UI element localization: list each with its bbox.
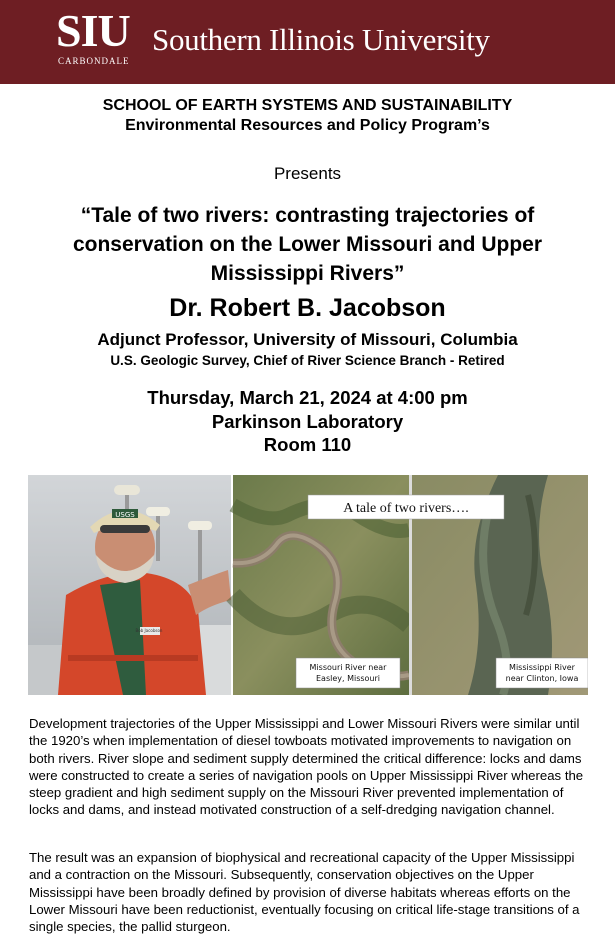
school-name: SCHOOL OF EARTH SYSTEMS AND SUSTAINABILITY <box>102 97 513 114</box>
speaker-name: Dr. Robert B. Jacobson <box>169 294 446 322</box>
presents-label: Presents <box>273 164 342 183</box>
speaker-affiliation-secondary: U.S. Geologic Survey, Chief of River Science Branch - Retired <box>110 353 505 368</box>
abstract-paragraph-2: The result was an expansion of biophysical and recreational capacity of the Upper Mississippi and a contraction on the Missouri. Subsequently, conservation objectives on the Upper Mississippi have been broadly defined by provision of diverse habitats whereas efforts on the Lower Missouri have been reductionist, eventually focusing on critical life-stage transitions of a single species, the pallid sturgeon. <box>29 850 580 935</box>
hat-logo: USGS <box>115 511 135 519</box>
talk-title: “Tale of two rivers: contrasting trajectories of conservation on the Lower Missouri and Upper Mississippi Rivers” <box>72 204 543 285</box>
speaker-photo <box>28 475 231 695</box>
speaker-affiliation-primary: Adjunct Professor, University of Missouri, Columbia <box>97 330 518 349</box>
speaker-and-rivers-figure <box>28 475 588 695</box>
event-datetime: Thursday, March 21, 2024 at 4:00 pm <box>147 387 468 408</box>
siu-logo-campus: CARBONDALE <box>58 56 130 66</box>
abstract-paragraph-1: Development trajectories of the Upper Mississippi and Lower Missouri Rivers were similar until the 1920’s when implementation of diesel towboats motivated improvements to navigation on both rivers. River slope and sediment supply determined the critical difference: locks and dams were constructed to create a series of navigation pools on Upper Mississippi River whereas the steep gradient and high sediment supply on the Missouri River prevented implementation of locks and dams, and instead motivated construction of a self-dredging navigation channel. <box>29 716 584 818</box>
name-badge: Bob Jacobson <box>135 628 163 633</box>
school-header <box>0 96 615 136</box>
event-room: Room 110 <box>263 434 352 455</box>
caption-mississippi-line1: Mississippi River <box>509 663 575 672</box>
university-banner <box>0 0 615 84</box>
event-building: Parkinson Laboratory <box>211 410 404 432</box>
university-name: Southern Illinois University <box>152 22 490 57</box>
caption-mississippi-line2: near Clinton, Iowa <box>505 674 579 683</box>
event-details <box>0 386 615 457</box>
caption-missouri-line1: Missouri River near <box>309 663 387 672</box>
siu-logo: SIU <box>56 5 130 56</box>
caption-missouri-line2: Easley, Missouri <box>315 674 381 683</box>
program-name: Environmental Resources and Policy Program’s <box>125 117 490 134</box>
figure-heading: A tale of two rivers…. <box>343 501 469 516</box>
